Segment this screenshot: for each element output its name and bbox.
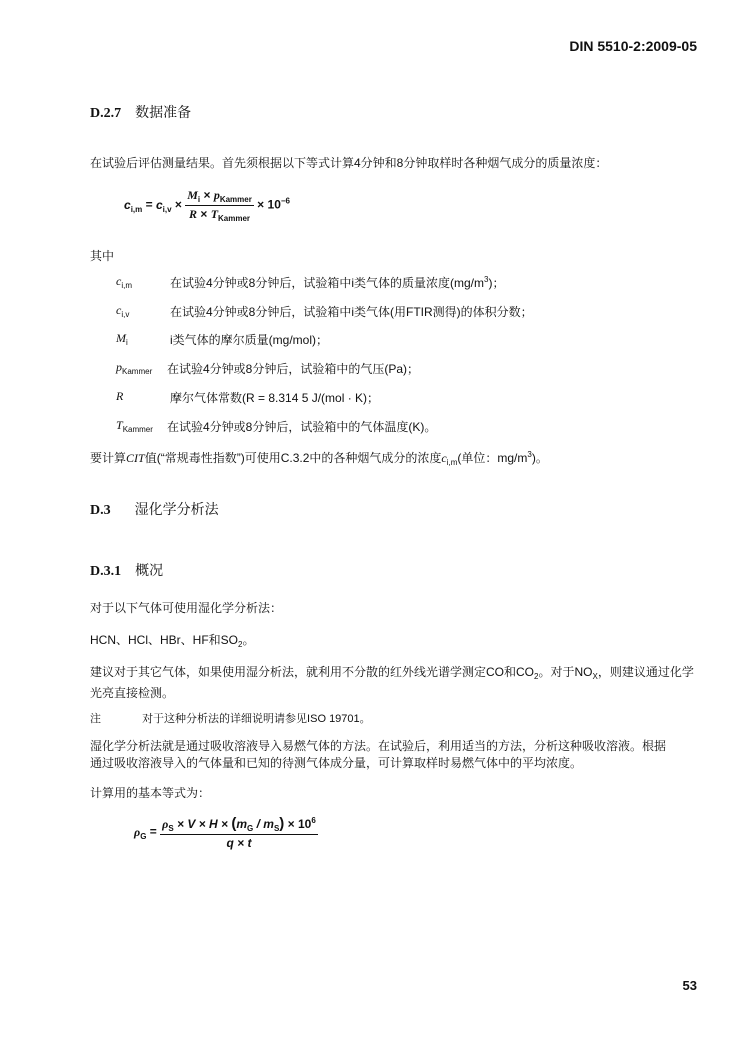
definition-symbol: $p_{Kammer}$ (116, 360, 153, 376)
definition-symbol: R (116, 389, 124, 403)
note (90, 710, 371, 726)
definition-symbol: $M_i$ (116, 331, 128, 347)
section-title: 湿化学分析法 (134, 502, 219, 518)
definition-row (116, 274, 716, 292)
definition-text: 在试验4分钟或8分钟后，试验箱中i类气体的质量浓度$(mg/m^3)$； (170, 275, 505, 290)
fraction-numerator: $M_i \times p_{Kammer}$ (187, 188, 252, 204)
section-heading-d3 (90, 499, 219, 519)
note-label: 注 (90, 713, 101, 725)
document-id: DIN 5510-2:2009-05 (569, 38, 697, 54)
definition-row (116, 303, 716, 321)
section-heading-d27 (90, 102, 191, 122)
formula-fraction (185, 188, 254, 223)
gas-list: HCN、HCl、HBr、HF和$SO_2$。 (90, 633, 255, 649)
definition-text: 在试验4分钟或8分钟后，试验箱中i类气体(用FTIR测得)的体积分数； (170, 305, 533, 319)
formula-lhs: $\rho_G$ (134, 824, 147, 841)
definition-row (116, 331, 716, 349)
definition-text: i类气体的摩尔质量(mg/mol)； (170, 333, 328, 347)
definition-row (116, 418, 716, 436)
page-number: 53 (682, 978, 697, 993)
section-number: D.3 (90, 503, 111, 518)
intro-paragraph: 在试验后评估测量结果。首先须根据以下等式计算4分钟和8分钟取样时各种烟气成分的质量浓度： (90, 156, 608, 170)
paragraph: 建议对于其它气体，如果使用湿分析法，就利用不分散的红外线光谱学测定CO和$CO_2$。对于$NO_X$，则建议通过化学 光亮直接检测。 (90, 665, 694, 700)
where-label: 其中 (90, 249, 115, 263)
section-number: D.3.1 (90, 564, 122, 579)
formula-rho-g: $\rho_G$ = $\frac{\rho_S \times V \times H \times (m_G / m_S) \times 10^6}{q \times t}$ (134, 815, 316, 850)
section-title: 数据准备 (135, 105, 192, 121)
definition-text: 在试验4分钟或8分钟后，试验箱中的气体温度(K)。 (167, 420, 437, 434)
definition-row (116, 389, 716, 407)
section-number: D.2.7 (90, 106, 122, 121)
paragraph: 对于以下气体可使用湿化学分析法： (90, 601, 283, 615)
fraction-denominator: q × t (226, 836, 252, 850)
cit-paragraph: 要计算CIT值(“常规毒性指数”)可使用C.3.2中的各种烟气成分的浓度$c_{i,m}$(单位：$mg/m^3$)。 (90, 450, 548, 467)
section-title: 概况 (135, 563, 164, 579)
section-heading-d31 (90, 560, 163, 580)
fraction-denominator: $R \times T_{Kammer}$ (188, 207, 251, 223)
definition-symbol: $c_{i,v}$ (116, 303, 130, 319)
formula-fraction (160, 815, 318, 850)
definition-text: 摩尔气体常数(R = 8.314 5 J/(mol · K)； (170, 391, 380, 405)
definition-text: 在试验4分钟或8分钟后，试验箱中的气压(Pa)； (167, 362, 420, 376)
formula-lhs: $c_{i,m}$ (124, 197, 143, 214)
definition-symbol: $c_{i,m}$ (116, 274, 132, 290)
paragraph: 湿化学分析法就是通过吸收溶液导入易燃气体的方法。在试验后，利用适当的方法，分析这种吸收溶液。根据 通过吸收溶液导入的气体量和已知的待测气体成分量，可计算取样时易燃气体中的平均浓度。 (90, 739, 667, 770)
note-text: 对于这种分析法的详细说明请参见ISO 19701。 (142, 713, 371, 725)
paragraph: 计算用的基本等式为： (90, 786, 211, 800)
definition-row (116, 360, 716, 378)
fraction-numerator: $\rho_S \times V \times H \times (m_G / m_S) \times 10^6$ (162, 815, 316, 833)
formula-mass-concentration: $c_{i,m} = c_{i,v}$ × $\frac{M_i \times p_{Kammer}}{R \times T_{Kammer}}$ × $10^{-6}$ (124, 188, 290, 223)
formula-cv: $c_{i,v}$ (155, 197, 172, 214)
definition-symbol: $T_{Kammer}$ (116, 418, 153, 434)
